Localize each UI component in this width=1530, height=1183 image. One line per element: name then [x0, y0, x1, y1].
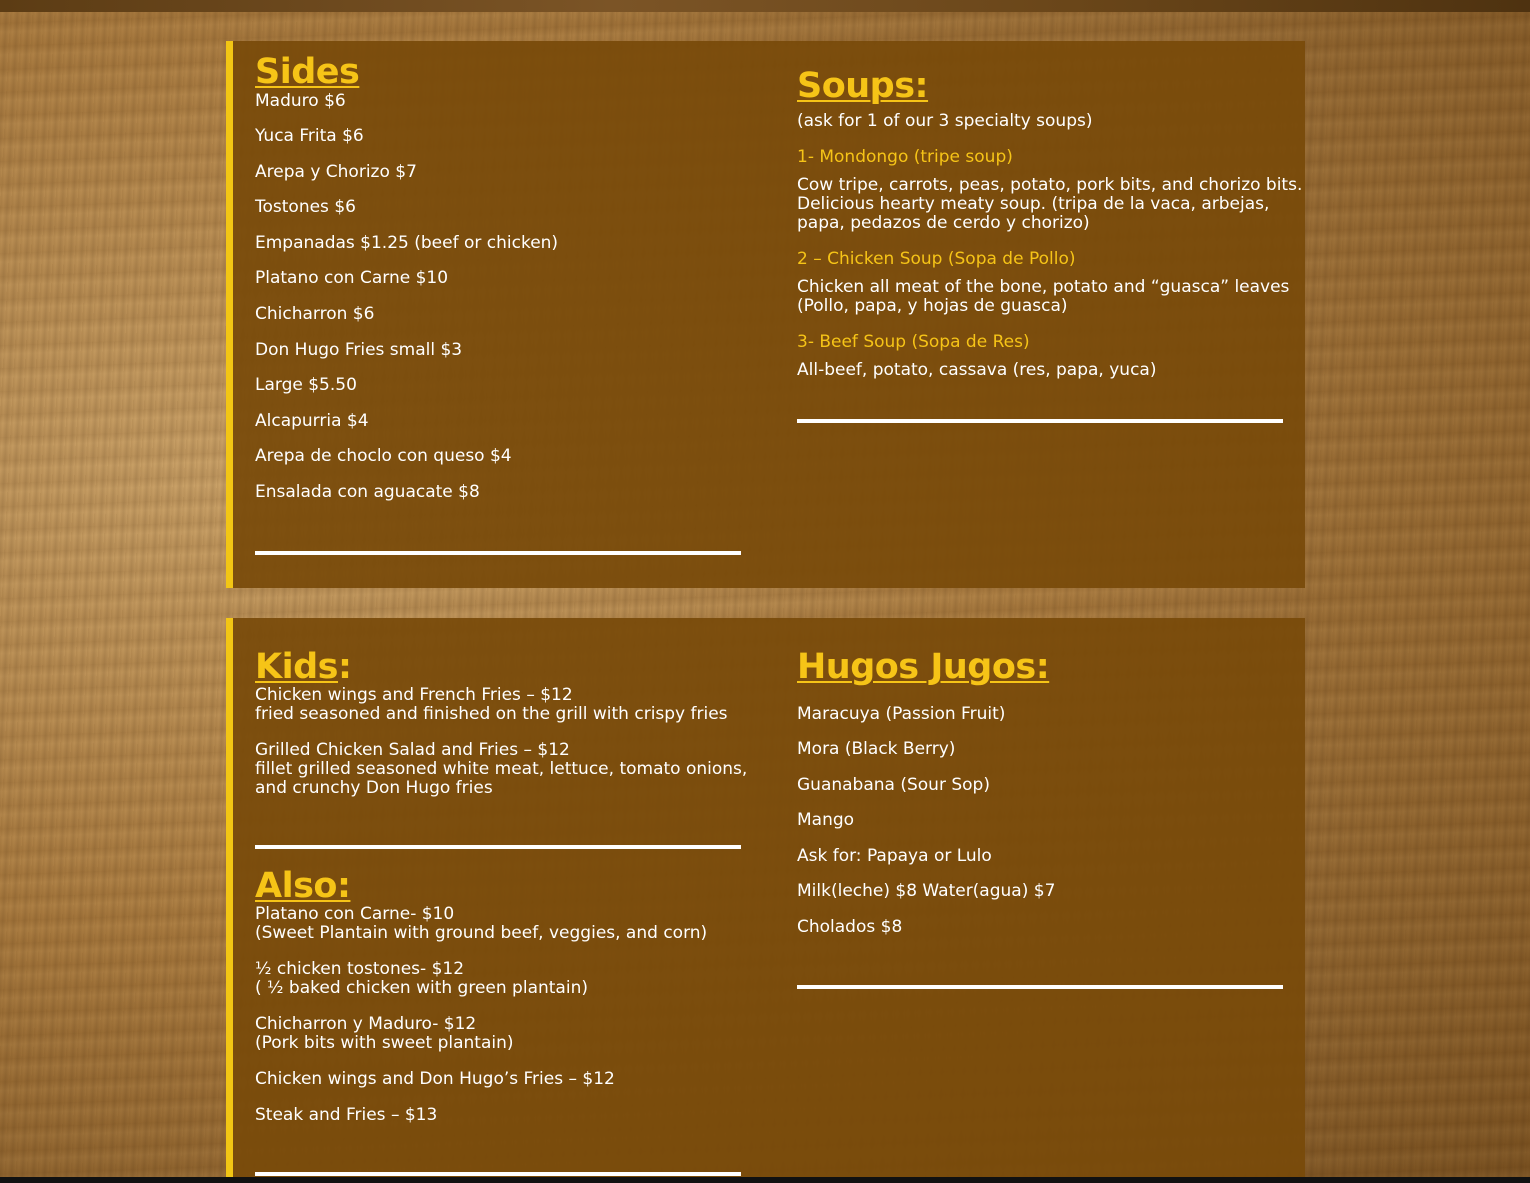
- soup-description: [797, 361, 1283, 380]
- jugos-heading: Hugos Jugos:: [797, 647, 1050, 687]
- also-item: [255, 1106, 741, 1125]
- also-item: [255, 1015, 741, 1053]
- jugos-list: [797, 705, 1283, 938]
- soup-name: 1- Mondongo (tripe soup): [797, 146, 1013, 167]
- kids-item-line: fillet grilled seasoned white meat, lettuce, tomato onions,: [255, 758, 748, 779]
- sides-item: Ensalada con aguacate $8: [255, 482, 480, 503]
- soups-list: [797, 146, 1303, 380]
- soups-heading: Soups:: [797, 66, 929, 106]
- sides-item: Don Hugo Fries small $3: [255, 339, 463, 360]
- wood-top-edge: [0, 0, 1530, 12]
- kids-item-line: Grilled Chicken Salad and Fries – $12: [255, 739, 570, 760]
- also-item-line: Chicharron y Maduro- $12: [255, 1013, 477, 1034]
- soup-description-line: Delicious hearty meaty soup. (tripa de la vaca, arbejas,: [797, 193, 1270, 214]
- sides-item: Tostones $6: [255, 197, 356, 218]
- sides-item: Platano con Carne $10: [255, 268, 449, 289]
- soups-intro: (ask for 1 of our 3 specialty soups): [797, 110, 1093, 131]
- kids-list: [255, 684, 748, 798]
- also-section: [255, 867, 741, 1125]
- menu-panel-kids-also-jugos: [226, 618, 1305, 1177]
- soup-description-line: Cow tripe, carrots, peas, potato, pork bits, and chorizo bits.: [797, 174, 1303, 195]
- soup-name: 2 – Chicken Soup (Sopa de Pollo): [797, 248, 1076, 269]
- jugos-item: Maracuya (Passion Fruit): [797, 703, 1006, 724]
- soup-description-line: Chicken all meat of the bone, potato and “guasca” leaves: [797, 276, 1290, 297]
- also-divider: [255, 1172, 741, 1176]
- sides-item: Arepa y Chorizo $7: [255, 161, 417, 182]
- kids-item: [255, 739, 748, 798]
- soup-description: [797, 174, 1303, 233]
- kids-item: [255, 686, 741, 724]
- jugos-section: [797, 648, 1283, 954]
- soup-item: [797, 248, 1290, 316]
- kids-item-line: and crunchy Don Hugo fries: [255, 777, 493, 798]
- sides-item: Large $5.50: [255, 375, 357, 396]
- jugos-item: Milk(leche) $8 Water(agua) $7: [797, 881, 1056, 902]
- jugos-item: Guanabana (Sour Sop): [797, 774, 990, 795]
- also-item-line: ( ½ baked chicken with green plantain): [255, 977, 588, 998]
- sides-item: Empanadas $1.25 (beef or chicken): [255, 232, 559, 253]
- also-heading: Also:: [255, 866, 351, 906]
- kids-item-line: fried seasoned and finished on the grill with crispy fries: [255, 703, 728, 724]
- jugos-item: Ask for: Papaya or Lulo: [797, 845, 992, 866]
- sides-item: Maduro $6: [255, 90, 346, 111]
- soup-name: 3- Beef Soup (Sopa de Res): [797, 331, 1030, 352]
- sides-item: Yuca Frita $6: [255, 126, 364, 147]
- page-bottom-edge: [0, 1177, 1530, 1183]
- also-item-line: ½ chicken tostones- $12: [255, 958, 465, 979]
- sides-item: Arepa de choclo con queso $4: [255, 446, 512, 467]
- jugos-item: Cholados $8: [797, 917, 903, 938]
- also-item-line: (Sweet Plantain with ground beef, veggies, and corn): [255, 922, 708, 943]
- jugos-item: Mora (Black Berry): [797, 739, 956, 760]
- jugos-divider: [797, 985, 1283, 989]
- soup-description-line: (Pollo, papa, y hojas de guasca): [797, 295, 1068, 316]
- also-item-line: Platano con Carne- $10: [255, 903, 455, 924]
- soups-divider: [797, 419, 1283, 423]
- also-item: [255, 960, 741, 998]
- soup-item: [797, 146, 1303, 233]
- soup-item: [797, 333, 1283, 380]
- kids-divider: [255, 845, 741, 849]
- sides-item: Chicharron $6: [255, 304, 375, 325]
- also-list: [255, 905, 741, 1125]
- sides-item: Alcapurria $4: [255, 410, 369, 431]
- also-item-line: Chicken wings and Don Hugo’s Fries – $12: [255, 1068, 615, 1089]
- kids-heading-text: Kids: [255, 647, 339, 687]
- kids-heading: [255, 648, 741, 687]
- sides-section: [255, 53, 741, 519]
- also-item: [255, 905, 741, 943]
- also-item: [255, 1070, 741, 1089]
- kids-heading-colon: :: [338, 647, 352, 687]
- also-item-line: Steak and Fries – $13: [255, 1104, 438, 1125]
- soup-description-line: papa, pedazos de cerdo y chorizo): [797, 212, 1090, 233]
- soup-description-line: All-beef, potato, cassava (res, papa, yuca): [797, 359, 1157, 380]
- sides-divider: [255, 551, 741, 555]
- soups-section: [797, 66, 1303, 380]
- jugos-item: Mango: [797, 810, 855, 831]
- sides-heading: Sides: [255, 52, 360, 92]
- kids-section: [255, 647, 748, 798]
- kids-item-line: Chicken wings and French Fries – $12: [255, 684, 573, 705]
- sides-list: [255, 92, 741, 503]
- also-item-line: (Pork bits with sweet plantain): [255, 1032, 514, 1053]
- soup-description: [797, 276, 1290, 316]
- menu-panel-sides-soups: [226, 41, 1305, 588]
